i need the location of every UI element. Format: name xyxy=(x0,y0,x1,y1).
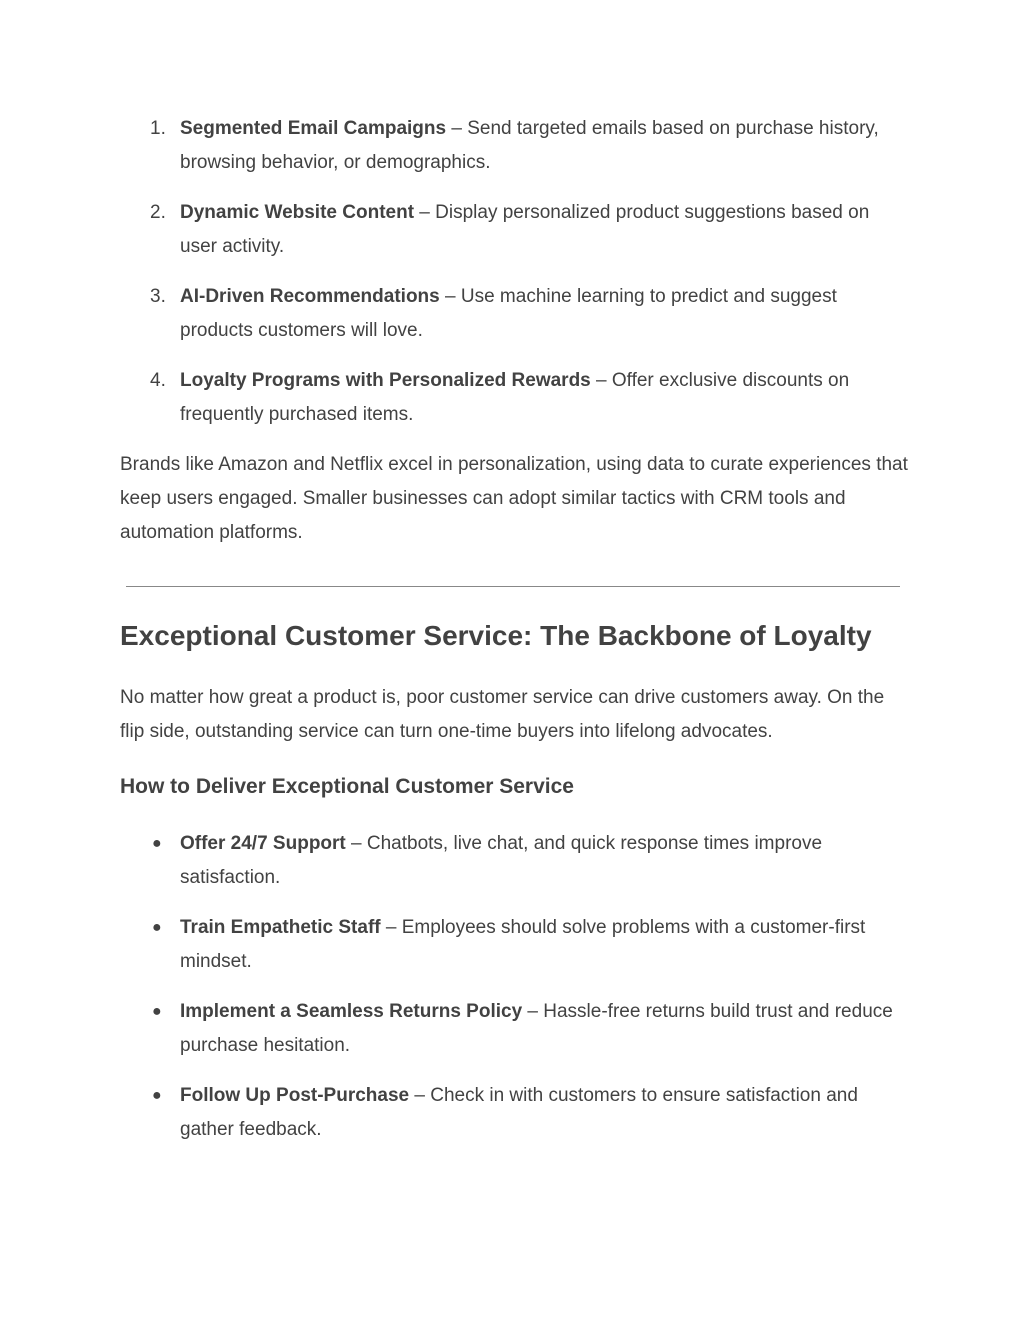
list-number: 3. xyxy=(150,286,166,307)
bullet-icon: ● xyxy=(152,1003,162,1020)
list-number: 2. xyxy=(150,202,166,223)
list-item-text: – Check in with customers to ensure satisfaction and gather feedback. xyxy=(180,1085,858,1140)
list-number: 1. xyxy=(150,118,166,139)
personalization-tactics-list xyxy=(120,112,910,432)
bullet-icon: ● xyxy=(152,1087,162,1104)
list-item xyxy=(120,911,910,979)
list-item xyxy=(120,1079,910,1147)
list-item-text: – Hassle-free returns build trust and reduce purchase hesitation. xyxy=(180,1001,893,1056)
list-item-title: Loyalty Programs with Personalized Rewards xyxy=(180,370,591,391)
subsection-heading: How to Deliver Exceptional Customer Service xyxy=(120,775,574,798)
list-item xyxy=(120,827,910,895)
list-item xyxy=(120,280,910,348)
list-item-title: Follow Up Post-Purchase xyxy=(180,1085,410,1106)
section-heading: Exceptional Customer Service: The Backbone of Loyalty xyxy=(120,620,872,651)
list-item-text: – Send targeted emails based on purchase history, browsing behavior, or demographics. xyxy=(180,118,879,173)
list-item-text: – Display personalized product suggestions based on user activity. xyxy=(180,202,870,257)
list-item xyxy=(120,112,910,180)
list-item xyxy=(120,364,910,432)
list-number: 4. xyxy=(150,370,166,391)
section-intro-paragraph: No matter how great a product is, poor customer service can drive customers away. On the flip side, outstanding service can turn one-time buyers into lifelong advocates. xyxy=(120,687,885,742)
list-item-text: – Offer exclusive discounts on frequently purchased items. xyxy=(180,370,850,425)
list-item-title: Dynamic Website Content xyxy=(180,202,415,223)
list-item-text: – Chatbots, live chat, and quick response times improve satisfaction. xyxy=(180,833,823,888)
list-item-text: – Use machine learning to predict and suggest products customers will love. xyxy=(180,286,837,341)
list-item-title: AI-Driven Recommendations xyxy=(180,286,440,307)
brands-paragraph: Brands like Amazon and Netflix excel in personalization, using data to curate experiences that keep users engaged. Smaller businesses can adopt similar tactics with CRM tools and automation platforms. xyxy=(120,454,908,543)
section-divider xyxy=(126,586,900,587)
list-item-title: Train Empathetic Staff xyxy=(180,917,381,938)
list-item-title: Segmented Email Campaigns xyxy=(180,118,447,139)
list-item-title: Offer 24/7 Support xyxy=(180,833,346,854)
bullet-icon: ● xyxy=(152,919,162,936)
list-item-title: Implement a Seamless Returns Policy xyxy=(180,1001,523,1022)
customer-service-bullets xyxy=(120,827,910,1147)
list-item xyxy=(120,196,910,264)
bullet-icon: ● xyxy=(152,835,162,852)
document-page xyxy=(120,112,910,1163)
list-item xyxy=(120,995,910,1063)
list-item-text: – Employees should solve problems with a customer-first mindset. xyxy=(180,917,866,972)
